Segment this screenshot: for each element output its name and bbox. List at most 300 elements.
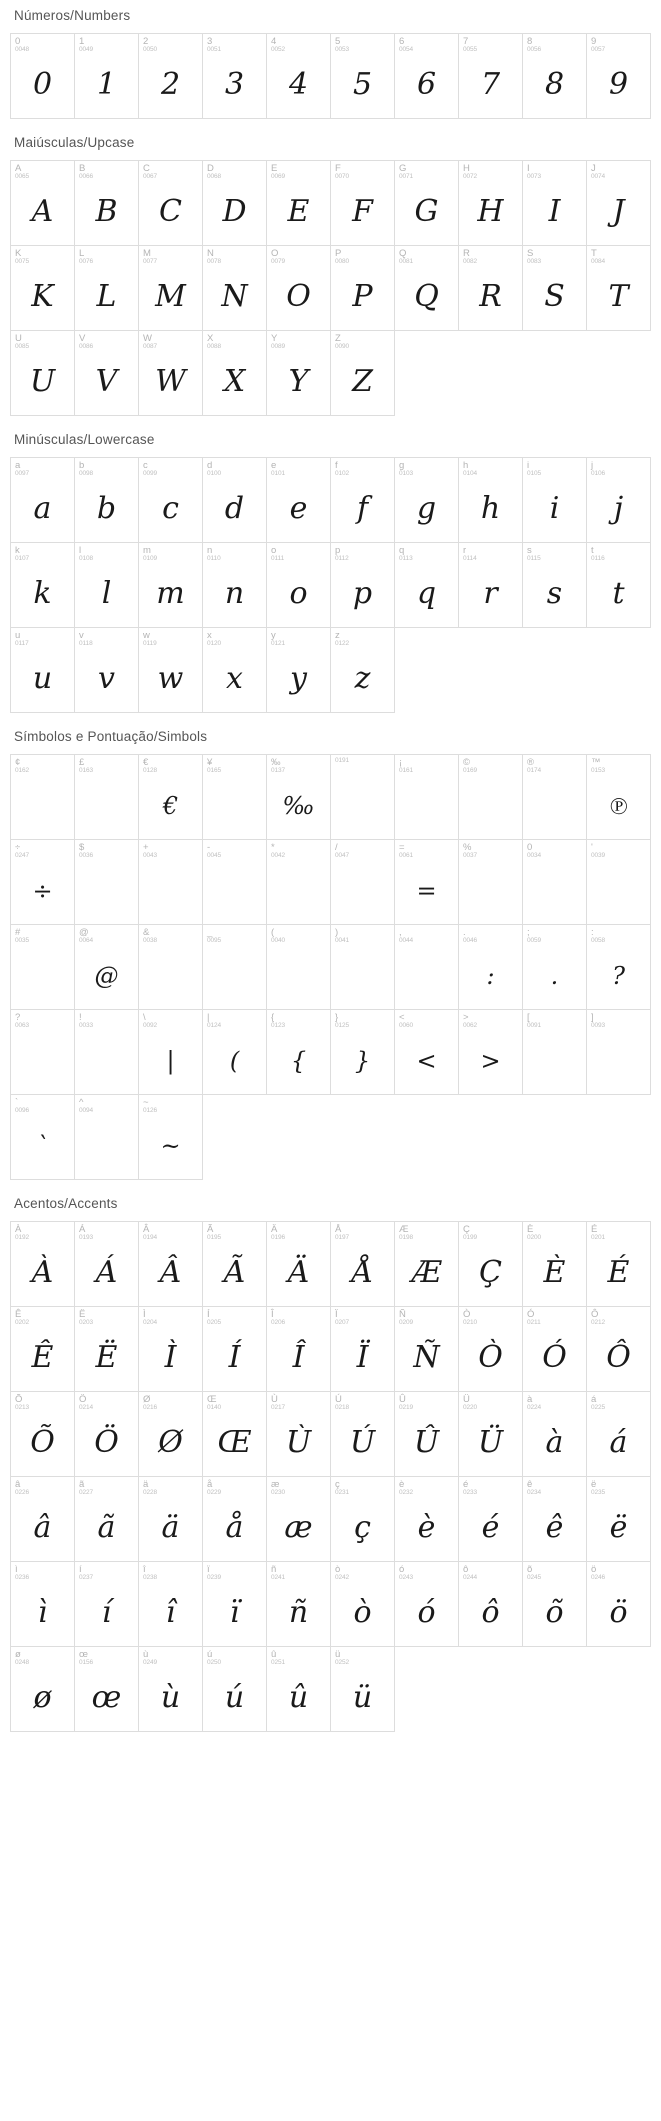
glyph-code-label: 0251	[271, 1658, 286, 1666]
glyph-cell[interactable]	[75, 1222, 139, 1307]
glyph-cell[interactable]	[267, 458, 331, 543]
glyph-cell[interactable]	[75, 1647, 139, 1732]
glyph-code-label: 0114	[463, 554, 477, 562]
glyph-meta	[523, 1010, 586, 1030]
glyph-meta	[267, 161, 330, 181]
glyph-meta	[11, 1392, 74, 1412]
glyph-cell[interactable]	[267, 1477, 331, 1562]
glyph-code-label: 0069	[271, 172, 286, 180]
glyph-char-label: :	[591, 927, 594, 938]
glyph-preview: Ô	[606, 1340, 631, 1375]
glyph-preview: ò	[353, 1595, 372, 1630]
glyph-code-label: 0058	[591, 936, 606, 944]
glyph-code-label: 0230	[271, 1488, 286, 1496]
glyph-cell[interactable]	[139, 1222, 203, 1307]
glyph-cell[interactable]	[331, 331, 395, 416]
glyph-meta	[523, 1477, 586, 1497]
glyph-cell[interactable]	[331, 925, 395, 1010]
glyph-cell[interactable]	[459, 840, 523, 925]
glyph-meta	[75, 458, 138, 478]
glyph-char-label: ;	[527, 927, 530, 938]
glyph-preview	[395, 947, 458, 1005]
glyph-cell[interactable]	[75, 840, 139, 925]
glyph-cell[interactable]	[331, 246, 395, 331]
glyph-cell[interactable]	[11, 1392, 75, 1477]
glyph-char-label: å	[207, 1479, 213, 1490]
glyph-meta	[331, 1307, 394, 1327]
glyph-preview: Î	[292, 1340, 305, 1375]
glyph-cell[interactable]	[523, 161, 587, 246]
glyph-char-label: F	[335, 163, 341, 174]
glyph-cell[interactable]	[139, 161, 203, 246]
glyph-meta	[331, 34, 394, 54]
glyph-cell[interactable]	[331, 1222, 395, 1307]
glyph-cell[interactable]	[331, 543, 395, 628]
glyph-cell[interactable]	[459, 1477, 523, 1562]
glyph-char-label: I	[527, 163, 530, 174]
glyph-meta	[395, 840, 458, 860]
glyph-cell[interactable]	[523, 1307, 587, 1392]
glyph-cell[interactable]	[459, 1307, 523, 1392]
glyph-cell[interactable]	[203, 925, 267, 1010]
glyph-cell[interactable]	[75, 1477, 139, 1562]
glyph-meta	[331, 755, 394, 765]
glyph-cell[interactable]	[11, 331, 75, 416]
glyph-char-label: ô	[463, 1564, 469, 1575]
glyph-cell[interactable]	[395, 755, 459, 840]
glyph-cell[interactable]	[331, 840, 395, 925]
glyph-code-label: 0063	[15, 1021, 30, 1029]
glyph-cell[interactable]	[331, 161, 395, 246]
glyph-cell[interactable]	[139, 458, 203, 543]
glyph-cell[interactable]	[331, 1307, 395, 1392]
glyph-cell[interactable]	[523, 1562, 587, 1647]
glyph-meta	[395, 1222, 458, 1242]
glyph-cell[interactable]	[331, 34, 395, 119]
glyph-char-label: C	[143, 163, 150, 174]
glyph-cell[interactable]	[267, 331, 331, 416]
glyph-char-label: r	[463, 545, 467, 556]
glyph-cell[interactable]	[267, 840, 331, 925]
glyph-preview: s	[546, 576, 563, 611]
glyph-code-label: 0249	[143, 1658, 158, 1666]
glyph-meta	[267, 34, 330, 54]
glyph-cell[interactable]	[11, 840, 75, 925]
glyph-cell[interactable]	[587, 1562, 651, 1647]
glyph-cell[interactable]	[139, 1477, 203, 1562]
glyph-cell[interactable]	[75, 161, 139, 246]
glyph-preview: û	[288, 1680, 309, 1715]
glyph-code-label: 0161	[399, 766, 414, 774]
glyph-cell[interactable]	[331, 1392, 395, 1477]
glyph-char-label: õ	[527, 1564, 533, 1575]
glyph-preview: ø	[33, 1680, 52, 1715]
glyph-cell[interactable]	[523, 1222, 587, 1307]
glyph-cell[interactable]	[267, 161, 331, 246]
glyph-cell[interactable]	[267, 1010, 331, 1095]
glyph-cell[interactable]	[139, 840, 203, 925]
glyph-cell[interactable]	[395, 543, 459, 628]
glyph-cell[interactable]	[459, 1010, 523, 1095]
glyph-meta	[267, 1222, 330, 1242]
glyph-cell[interactable]	[459, 1222, 523, 1307]
glyph-cell[interactable]	[587, 1307, 651, 1392]
glyph-cell[interactable]	[11, 543, 75, 628]
glyph-char-label: D	[207, 163, 214, 174]
glyph-meta	[267, 458, 330, 478]
glyph-cell[interactable]	[587, 543, 651, 628]
glyph-preview: t	[612, 576, 625, 611]
glyph-cell[interactable]	[75, 1010, 139, 1095]
glyph-cell[interactable]	[75, 628, 139, 713]
glyph-preview: ï	[229, 1595, 240, 1630]
glyph-preview: ë	[609, 1510, 628, 1545]
glyph-cell[interactable]	[75, 755, 139, 840]
glyph-cell[interactable]	[459, 1392, 523, 1477]
glyph-char-label: Ç	[463, 1224, 470, 1235]
glyph-char-label: u	[15, 630, 21, 641]
glyph-cell[interactable]	[395, 840, 459, 925]
glyph-char-label: ø	[15, 1649, 21, 1660]
glyph-cell[interactable]	[75, 34, 139, 119]
glyph-cell[interactable]	[139, 925, 203, 1010]
glyph-cell[interactable]	[267, 1392, 331, 1477]
glyph-cell[interactable]	[395, 34, 459, 119]
glyph-cell[interactable]	[587, 161, 651, 246]
glyph-cell[interactable]	[11, 1562, 75, 1647]
glyph-cell[interactable]	[523, 34, 587, 119]
glyph-cell[interactable]	[75, 331, 139, 416]
glyph-cell[interactable]	[75, 925, 139, 1010]
glyph-cell[interactable]	[395, 1392, 459, 1477]
glyph-char-label: Î	[271, 1309, 274, 1320]
glyph-cell[interactable]	[203, 1307, 267, 1392]
glyph-cell[interactable]	[11, 1647, 75, 1732]
glyph-cell[interactable]	[139, 331, 203, 416]
glyph-cell[interactable]	[11, 458, 75, 543]
glyph-meta	[523, 543, 586, 563]
glyph-cell[interactable]	[139, 1095, 203, 1180]
glyph-code-label: 0124	[207, 1021, 222, 1029]
glyph-char-label: é	[463, 1479, 469, 1490]
glyph-cell[interactable]	[587, 1392, 651, 1477]
glyph-meta	[523, 1307, 586, 1327]
glyph-cell[interactable]	[587, 1010, 651, 1095]
glyph-meta	[75, 840, 138, 860]
glyph-cell[interactable]	[267, 628, 331, 713]
glyph-code-label: 0055	[463, 45, 478, 53]
glyph-cell[interactable]	[331, 1647, 395, 1732]
glyph-cell[interactable]	[139, 1647, 203, 1732]
glyph-cell[interactable]	[395, 246, 459, 331]
glyph-meta	[11, 1222, 74, 1242]
glyph-preview: u	[32, 661, 53, 696]
glyph-preview	[267, 862, 330, 920]
glyph-cell[interactable]	[587, 755, 651, 840]
glyph-cell[interactable]	[139, 34, 203, 119]
glyph-char-label: ç	[335, 1479, 340, 1490]
glyph-preview: õ	[545, 1595, 564, 1630]
glyph-preview: 3	[224, 67, 245, 102]
glyph-char-label: &	[143, 927, 150, 938]
glyph-cell[interactable]	[203, 840, 267, 925]
glyph-cell[interactable]	[267, 543, 331, 628]
glyph-cell[interactable]	[139, 628, 203, 713]
glyph-meta	[587, 161, 650, 181]
glyph-preview	[523, 862, 586, 920]
glyph-cell[interactable]	[331, 1010, 395, 1095]
glyph-char-label: Ë	[79, 1309, 86, 1320]
glyph-code-label: 0192	[15, 1233, 30, 1241]
glyph-cell[interactable]	[395, 1477, 459, 1562]
glyph-meta	[11, 1562, 74, 1582]
glyph-meta	[331, 1647, 394, 1667]
glyph-cell[interactable]	[395, 1562, 459, 1647]
glyph-preview: i	[549, 491, 560, 526]
glyph-char-label: ©	[463, 757, 470, 768]
glyph-cell[interactable]	[139, 1392, 203, 1477]
glyph-cell[interactable]	[267, 246, 331, 331]
glyph-code-label: 0107	[15, 554, 30, 562]
glyph-cell[interactable]	[139, 1307, 203, 1392]
glyph-meta	[139, 925, 202, 945]
glyph-cell[interactable]	[523, 1392, 587, 1477]
glyph-meta	[75, 755, 138, 775]
glyph-cell[interactable]	[11, 1307, 75, 1392]
glyph-meta	[267, 1647, 330, 1667]
glyph-char-label: Q	[399, 248, 407, 259]
glyph-cell[interactable]	[75, 1307, 139, 1392]
glyph-cell[interactable]	[11, 755, 75, 840]
glyph-meta	[267, 246, 330, 266]
glyph-cell[interactable]	[267, 1562, 331, 1647]
glyph-cell[interactable]	[267, 1222, 331, 1307]
glyph-cell[interactable]	[459, 458, 523, 543]
glyph-cell[interactable]	[203, 1222, 267, 1307]
glyph-code-label: 0060	[399, 1021, 414, 1029]
glyph-cell[interactable]	[395, 161, 459, 246]
glyph-cell[interactable]	[11, 1010, 75, 1095]
glyph-preview: S	[544, 279, 565, 314]
glyph-cell[interactable]	[395, 1010, 459, 1095]
glyph-cell[interactable]	[459, 543, 523, 628]
glyph-preview	[203, 947, 266, 1005]
glyph-cell[interactable]	[523, 925, 587, 1010]
glyph-cell[interactable]	[203, 1562, 267, 1647]
glyph-cell[interactable]	[331, 1477, 395, 1562]
glyph-preview: ù	[160, 1680, 181, 1715]
glyph-meta	[11, 246, 74, 266]
glyph-code-label: 0106	[591, 469, 606, 477]
glyph-preview: Ã	[223, 1255, 246, 1290]
glyph-preview: E	[287, 194, 310, 229]
glyph-preview: k	[33, 576, 52, 611]
glyph-cell[interactable]	[139, 246, 203, 331]
glyph-char-label: )	[335, 927, 339, 938]
glyph-meta	[75, 628, 138, 648]
glyph-cell[interactable]	[395, 1222, 459, 1307]
glyph-cell[interactable]	[11, 1477, 75, 1562]
glyph-code-label: 0232	[399, 1488, 414, 1496]
glyph-char-label: Ú	[335, 1394, 342, 1405]
glyph-code-label: 0104	[463, 469, 478, 477]
glyph-char-label: y	[271, 630, 276, 641]
glyph-meta	[203, 1562, 266, 1582]
glyph-cell[interactable]	[75, 1095, 139, 1180]
glyph-code-label: 0216	[143, 1403, 158, 1411]
glyph-cell[interactable]	[203, 1392, 267, 1477]
glyph-cell[interactable]	[523, 1010, 587, 1095]
glyph-cell[interactable]	[203, 628, 267, 713]
glyph-meta	[523, 1392, 586, 1412]
glyph-meta	[523, 34, 586, 54]
glyph-cell[interactable]	[203, 246, 267, 331]
glyph-cell[interactable]	[267, 1307, 331, 1392]
glyph-cell[interactable]	[203, 1010, 267, 1095]
glyph-cell[interactable]	[75, 543, 139, 628]
glyph-cell[interactable]	[11, 34, 75, 119]
glyph-cell[interactable]	[203, 331, 267, 416]
glyph-cell[interactable]	[75, 246, 139, 331]
glyph-char-label: %	[463, 842, 472, 853]
glyph-cell[interactable]	[11, 628, 75, 713]
glyph-cell[interactable]	[587, 840, 651, 925]
glyph-cell[interactable]	[139, 543, 203, 628]
glyph-meta	[587, 755, 650, 775]
glyph-cell[interactable]	[139, 1010, 203, 1095]
glyph-cell[interactable]	[331, 1562, 395, 1647]
glyph-cell[interactable]	[75, 1392, 139, 1477]
glyph-meta	[139, 543, 202, 563]
glyph-cell[interactable]	[587, 34, 651, 119]
glyph-cell[interactable]	[523, 458, 587, 543]
glyph-cell[interactable]	[203, 1477, 267, 1562]
glyph-cell[interactable]	[459, 34, 523, 119]
glyph-cell[interactable]	[267, 1647, 331, 1732]
glyph-char-label: è	[399, 1479, 405, 1490]
glyph-preview: ~	[160, 1132, 181, 1160]
glyph-meta	[587, 246, 650, 266]
glyph-cell[interactable]	[203, 543, 267, 628]
glyph-cell[interactable]	[203, 755, 267, 840]
glyph-code-label: 0110	[207, 554, 221, 562]
glyph-cell[interactable]	[75, 458, 139, 543]
glyph-cell[interactable]	[459, 161, 523, 246]
glyph-cell[interactable]	[523, 840, 587, 925]
glyph-grid-accents	[10, 1221, 651, 1732]
glyph-meta	[139, 1392, 202, 1412]
glyph-cell[interactable]	[139, 755, 203, 840]
glyph-meta	[203, 161, 266, 181]
glyph-cell[interactable]	[11, 161, 75, 246]
glyph-meta	[331, 458, 394, 478]
glyph-cell[interactable]	[587, 246, 651, 331]
glyph-char-label: À	[15, 1224, 22, 1235]
glyph-cell[interactable]	[203, 34, 267, 119]
glyph-code-label: 0077	[143, 257, 158, 265]
glyph-code-label: 0245	[527, 1573, 542, 1581]
glyph-cell[interactable]	[587, 1222, 651, 1307]
glyph-code-label: 0123	[271, 1021, 286, 1029]
glyph-cell[interactable]	[459, 925, 523, 1010]
glyph-meta	[331, 1010, 394, 1030]
glyph-cell[interactable]	[139, 1562, 203, 1647]
glyph-code-label: 0194	[143, 1233, 158, 1241]
glyph-cell[interactable]	[331, 628, 395, 713]
glyph-code-label: 0220	[463, 1403, 478, 1411]
glyph-cell[interactable]	[203, 1647, 267, 1732]
glyph-preview: Ò	[478, 1340, 503, 1375]
glyph-cell[interactable]	[203, 161, 267, 246]
glyph-cell[interactable]	[11, 1095, 75, 1180]
glyph-meta	[11, 1095, 74, 1115]
glyph-preview: â	[33, 1510, 52, 1545]
glyph-char-label: $	[79, 842, 85, 853]
glyph-cell[interactable]	[459, 246, 523, 331]
glyph-meta	[267, 1562, 330, 1582]
glyph-meta	[11, 1010, 74, 1030]
glyph-cell[interactable]	[523, 246, 587, 331]
glyph-cell[interactable]	[395, 925, 459, 1010]
glyph-code-label: 0079	[271, 257, 286, 265]
glyph-cell[interactable]	[587, 1477, 651, 1562]
glyph-char-label: Û	[399, 1394, 406, 1405]
glyph-preview: A	[31, 194, 54, 229]
glyph-cell[interactable]	[267, 34, 331, 119]
glyph-cell[interactable]	[267, 755, 331, 840]
glyph-preview: Ù	[285, 1425, 312, 1460]
glyph-char-label: Ø	[143, 1394, 151, 1405]
glyph-meta	[395, 1307, 458, 1327]
glyph-code-label: 0083	[527, 257, 542, 265]
glyph-cell[interactable]	[395, 458, 459, 543]
glyph-cell[interactable]	[267, 925, 331, 1010]
glyph-code-label: 0202	[15, 1318, 30, 1326]
glyph-meta	[139, 1647, 202, 1667]
glyph-cell[interactable]	[11, 246, 75, 331]
glyph-code-label: 0071	[399, 172, 414, 180]
glyph-preview: Í	[228, 1340, 241, 1375]
glyph-char-label: >	[463, 1012, 469, 1023]
glyph-cell[interactable]	[331, 755, 395, 840]
glyph-cell[interactable]	[459, 1562, 523, 1647]
glyph-cell[interactable]	[587, 458, 651, 543]
glyph-cell[interactable]	[331, 458, 395, 543]
glyph-preview: X	[223, 364, 246, 399]
glyph-code-label: 0174	[527, 766, 542, 774]
glyph-cell[interactable]	[523, 1477, 587, 1562]
section-title-lowercase: Minúsculas/Lowercase	[14, 432, 155, 447]
glyph-cell[interactable]	[11, 925, 75, 1010]
glyph-preview: 9	[608, 67, 629, 102]
glyph-meta	[203, 1477, 266, 1497]
glyph-char-label: 8	[527, 36, 533, 47]
glyph-cell[interactable]	[11, 1222, 75, 1307]
glyph-cell[interactable]	[523, 543, 587, 628]
glyph-cell[interactable]	[587, 925, 651, 1010]
glyph-cell[interactable]	[75, 1562, 139, 1647]
glyph-code-label: 0092	[143, 1021, 158, 1029]
glyph-meta	[523, 755, 586, 775]
glyph-cell[interactable]	[395, 1307, 459, 1392]
glyph-preview: 4	[288, 67, 309, 102]
glyph-cell[interactable]	[523, 755, 587, 840]
glyph-char-label: ï	[207, 1564, 210, 1575]
glyph-preview: ‰	[282, 792, 315, 820]
glyph-cell[interactable]	[459, 755, 523, 840]
glyph-preview: I	[548, 194, 561, 229]
glyph-cell[interactable]	[203, 458, 267, 543]
